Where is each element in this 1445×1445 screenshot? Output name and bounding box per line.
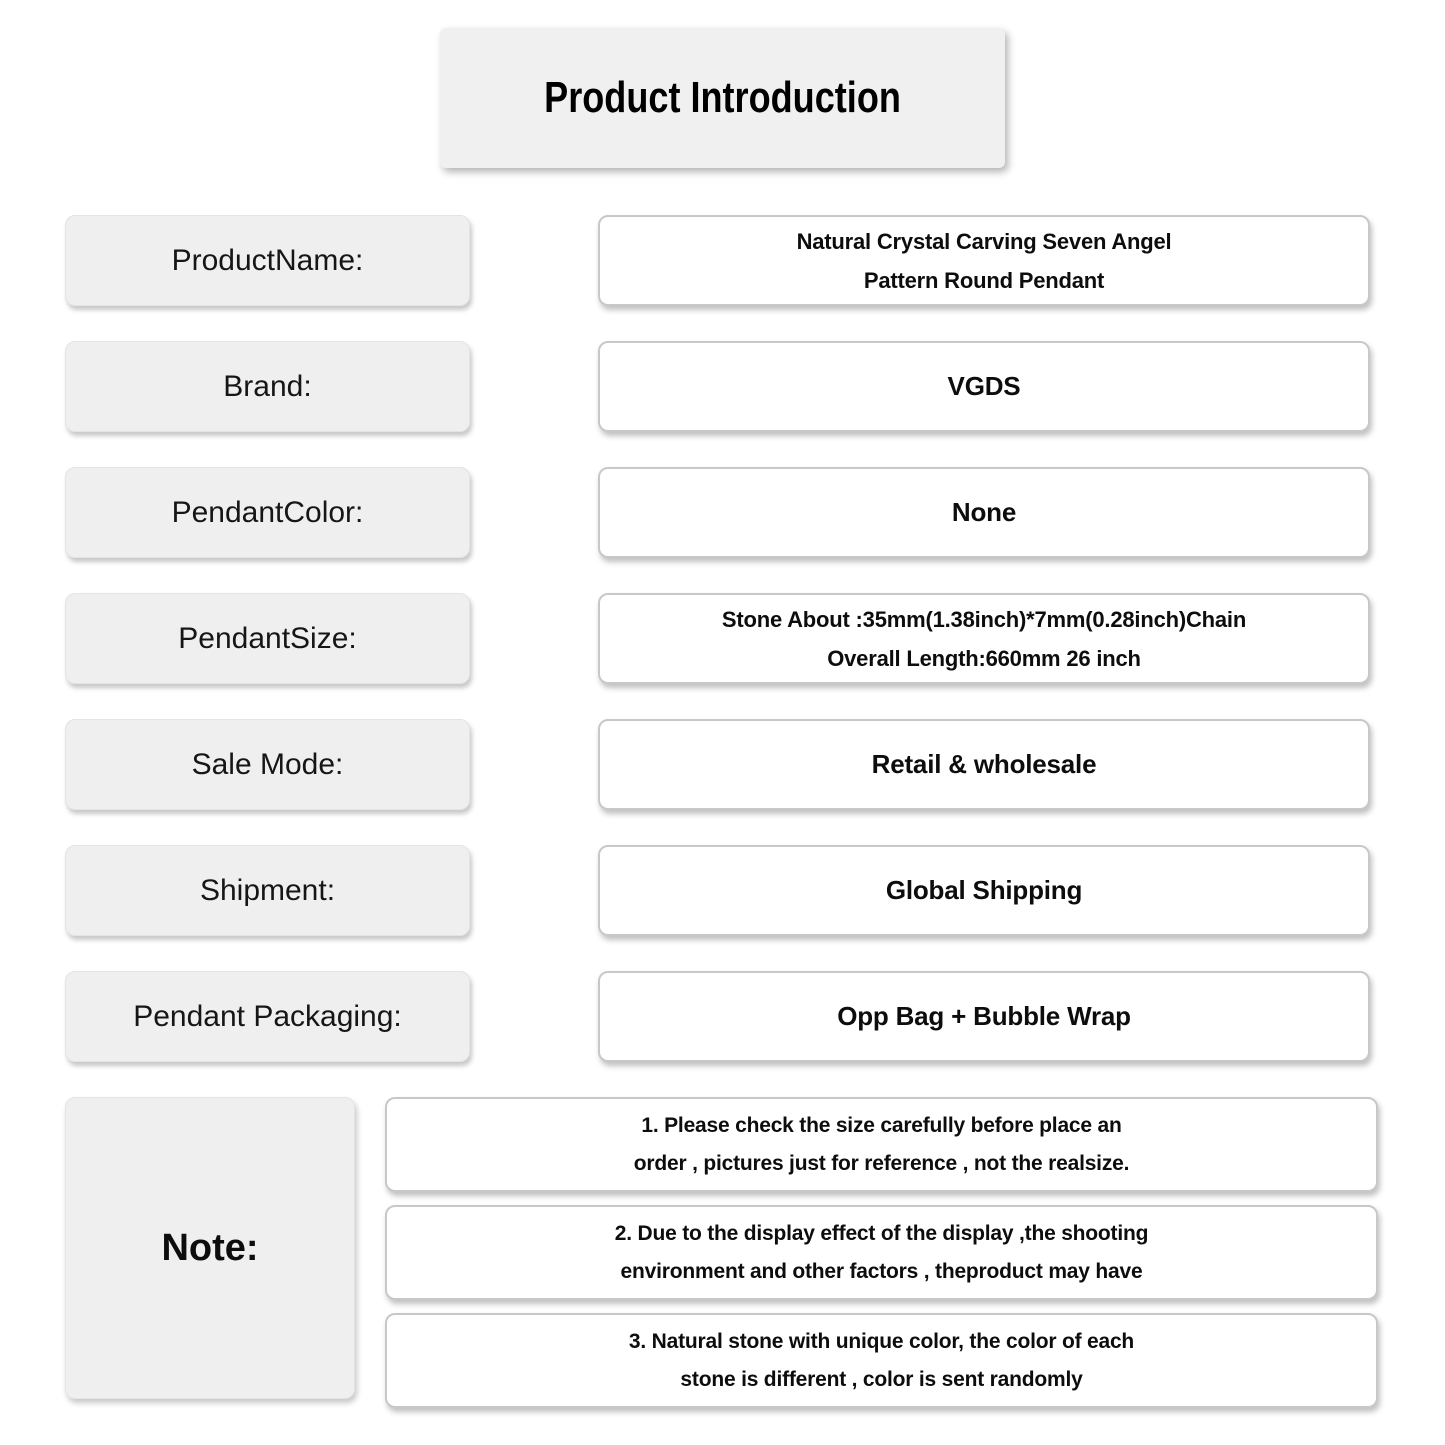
pendant-color-label bbox=[65, 467, 470, 558]
value-line: Stone About :35mm(1.38inch)*7mm(0.28inch)Chain bbox=[721, 606, 1247, 632]
pendant-packaging-value bbox=[598, 971, 1370, 1062]
sale-mode-value bbox=[598, 719, 1370, 810]
note-section bbox=[65, 1097, 1445, 1408]
spec-row-brand bbox=[65, 341, 1445, 432]
value-line: Natural Crystal Carving Seven Angel bbox=[796, 228, 1172, 254]
note-line: 1. Please check the size carefully before place an bbox=[641, 1113, 1122, 1137]
pendant-color-value bbox=[598, 467, 1370, 558]
spec-row-pendant-color bbox=[65, 467, 1445, 558]
note-line: 3. Natural stone with unique color, the color of each bbox=[628, 1329, 1135, 1353]
note-item-3 bbox=[385, 1313, 1378, 1408]
label-text: Brand: bbox=[223, 369, 312, 403]
page-title: Product Introduction bbox=[544, 73, 901, 122]
spec-row-pendant-size bbox=[65, 593, 1445, 684]
label-text: PendantColor: bbox=[171, 495, 364, 529]
value-line: Pattern Round Pendant bbox=[863, 267, 1105, 293]
value-line: VGDS bbox=[947, 371, 1021, 401]
note-list bbox=[385, 1097, 1378, 1408]
pendant-packaging-label bbox=[65, 971, 470, 1062]
note-line: 2. Due to the display effect of the display ,the shooting bbox=[614, 1221, 1149, 1245]
spec-row-product-name bbox=[65, 215, 1445, 306]
spec-rows bbox=[0, 215, 1445, 1062]
pendant-size-value bbox=[598, 593, 1370, 684]
value-line: Retail & wholesale bbox=[871, 749, 1097, 779]
product-name-value bbox=[598, 215, 1370, 306]
sale-mode-label bbox=[65, 719, 470, 810]
pendant-size-label bbox=[65, 593, 470, 684]
note-item-1 bbox=[385, 1097, 1378, 1192]
label-text: Note: bbox=[161, 1226, 259, 1269]
brand-value bbox=[598, 341, 1370, 432]
spec-row-pendant-packaging bbox=[65, 971, 1445, 1062]
note-item-2 bbox=[385, 1205, 1378, 1300]
shipment-label bbox=[65, 845, 470, 936]
header-box bbox=[440, 28, 1005, 168]
product-name-label bbox=[65, 215, 470, 306]
note-line: stone is different , color is sent randomly bbox=[680, 1367, 1083, 1391]
note-label bbox=[65, 1097, 355, 1399]
spec-row-sale-mode bbox=[65, 719, 1445, 810]
note-line: order , pictures just for reference , not the realsize. bbox=[633, 1151, 1130, 1175]
brand-label bbox=[65, 341, 470, 432]
note-line: environment and other factors , theproduct may have bbox=[620, 1259, 1143, 1283]
value-line: None bbox=[951, 497, 1017, 527]
label-text: PendantSize: bbox=[178, 621, 357, 655]
label-text: ProductName: bbox=[171, 243, 364, 277]
label-text: Sale Mode: bbox=[191, 747, 344, 781]
label-text: Shipment: bbox=[199, 873, 336, 907]
value-line: Opp Bag + Bubble Wrap bbox=[837, 1001, 1131, 1031]
spec-row-shipment bbox=[65, 845, 1445, 936]
shipment-value bbox=[598, 845, 1370, 936]
label-text: Pendant Packaging: bbox=[133, 999, 402, 1033]
value-line: Overall Length:660mm 26 inch bbox=[827, 645, 1141, 671]
value-line: Global Shipping bbox=[885, 875, 1083, 905]
